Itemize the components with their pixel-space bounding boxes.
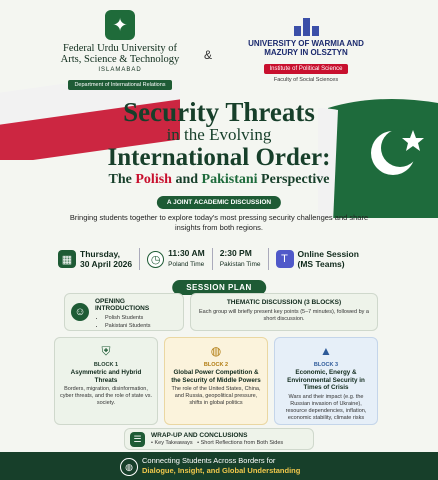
people-icon: ☺ [71,303,89,321]
ampersand: & [204,48,213,62]
list-item: • Pakistani Students [105,322,179,330]
date-info: ▦ Thursday, 30 April 2026 [58,249,132,269]
online-session-info: T Online Session (MS Teams) [276,249,359,269]
globe-icon: ◍ [210,344,222,358]
department-badge: Department of International Relations [68,80,171,90]
university-seal-icon: ✦ [105,10,135,40]
uwm-logo [244,10,368,83]
poland-time-info: ◷ 11:30 AM Poland Time [147,248,205,270]
pakistan-time-info: 2:30 PM Pakistan Time [219,248,261,268]
calendar-icon: ▦ [58,250,76,268]
title-line-4: The Polish and Pakistani Perspective [108,172,330,187]
joint-discussion-badge: A JOINT ACADEMIC DISCUSSION [157,196,281,209]
title-line-3: International Order: [107,144,331,171]
right-university-name: UNIVERSITY OF WARMIA AND MAZURY IN OLSZTYN [248,39,364,57]
list-item: • Polish Students [105,314,179,322]
institute-badge: Institute of Political Science [264,64,347,74]
left-university-name: Federal Urdu University of Arts, Science & Technology [60,43,180,65]
clock-icon: ◷ [147,251,164,268]
block-3-card: ▲ BLOCK 3 Economic, Energy & Environmental Security in Times of Crisis Wars and their impact (e.g. the Russian invasion of Ukraine), resource dependencies, inflation, economic stability, climate risks [274,337,378,425]
title-line-2: in the Evolving [166,125,272,144]
footer-banner: ◍ Connecting Students Across Borders for Dialogue, Insight, and Global Understanding [0,452,438,480]
session-plan-heading: SESSION PLAN [172,280,266,295]
block-2-card: ◍ BLOCK 2 Global Power Competition & the Security of Middle Powers The role of the United States, China, and Russia, geopolitical pressure, shifts in global politics [164,337,268,425]
opening-introductions-card: ☺ OPENING INTRODUCTIONS • Polish Students • Pakistani Students [64,293,184,331]
left-university-city: ISLAMABAD [98,67,142,73]
title-line-1: Security Threats [123,97,315,127]
block-1-card: ⛨ BLOCK 1 Asymmetric and Hybrid Threats Borders, migration, disinformation, cyber threats, and the role of state vs. society. [54,337,158,425]
intro-text: Bringing students together to explore today's most pressing security challenges and share insights from both regions. [69,213,369,232]
furrust-logo [60,10,180,91]
shield-icon: ⛨ [101,343,111,358]
thematic-discussion-card: THEMATIC DISCUSSION (3 BLOCKS) Each group will briefly present key points (5–7 minutes), followed by a short discussion. [190,293,378,331]
wrap-up-card: ☰ WRAP-UP AND CONCLUSIONS • Key Takeaways • Short Reflections from Both Sides [124,428,314,450]
clipboard-icon: ☰ [130,432,145,447]
globe-icon: ◍ [120,458,138,476]
growth-chart-icon: ▲ [320,344,332,358]
header [0,6,438,98]
uwm-mark-icon [291,10,321,36]
faculty-name: Faculty of Social Sciences [273,77,339,83]
teams-icon: T [276,250,294,268]
event-info-row [58,246,388,272]
event-title [0,98,438,188]
